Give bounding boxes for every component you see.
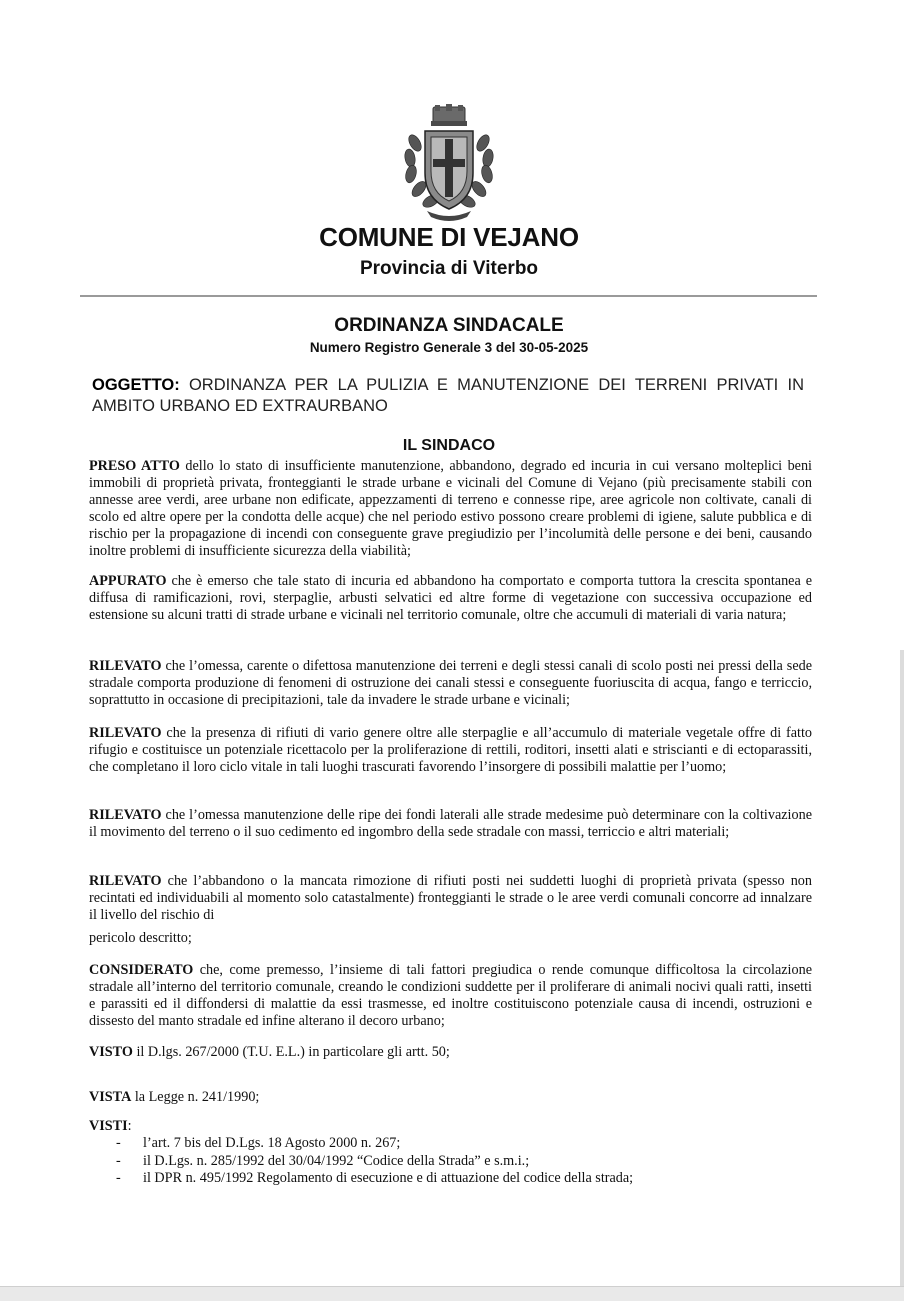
paragraph-visto xyxy=(89,1044,812,1061)
sindaco-heading: IL SINDACO xyxy=(402,437,496,454)
paragraph-rilevato-4 xyxy=(89,873,812,924)
registro-number: Numero Registro Generale 3 del 30-05-2025 xyxy=(309,340,589,355)
paragraph-visti xyxy=(89,1118,812,1135)
list-item-text: il DPR n. 495/1992 Regolamento di esecuzione e di attuazione del codice della strada; xyxy=(143,1170,634,1186)
paragraph-lead: VISTO xyxy=(89,1044,133,1060)
paragraph-text: il D.lgs. 267/2000 (T.U. E.L.) in particolare gli artt. 50; xyxy=(136,1044,450,1060)
paragraph-lead: RILEVATO xyxy=(89,807,162,823)
paragraph-vista xyxy=(89,1089,812,1106)
list-item-text: l’art. 7 bis del D.Lgs. 18 Agosto 2000 n. 267; xyxy=(143,1135,401,1151)
paragraph-rilevato-3 xyxy=(89,807,812,841)
paragraph-text: che è emerso che tale stato di incuria ed abbandono ha comportato e comporta tuttora la crescita spontanea e diffusa di ramificazioni, rovi, sterpaglie, arbusti selvatici ed altre forme di vegetazione con successiva occupazione ed estensione su alcuni tratti di strade urbane e vicinali nel territorio comunale, oltre che accumuli di materiali di varia natura; xyxy=(89,573,812,623)
paragraph-text: che l’omessa manutenzione delle ripe dei fondi laterali alle strade medesime può determinare con la coltivazione il movimento del terreno o il suo cedimento ed ingombro della sede stradale con massi, terriccio e altri materiali; xyxy=(89,807,812,840)
provincia-subtitle: Provincia di Viterbo xyxy=(359,258,539,279)
paragraph-text: che l’abbandono o la mancata rimozione di rifiuti posti nei suddetti luoghi di proprietà privata (spesso non recintati ed individuabili al momento solo catastalmente) fronteggianti le strade o le aree verdi comunali concorre ad innalzare il livello del rischio di xyxy=(89,873,812,923)
header-divider xyxy=(80,295,817,297)
comune-title: COMUNE DI VEJANO xyxy=(319,222,579,252)
list-item xyxy=(89,1170,812,1188)
coat-of-arms-icon xyxy=(401,103,497,223)
paragraph-text: che l’omessa, carente o difettosa manutenzione dei terreni e degli stessi canali di scolo posti nei pressi della sede stradale comporta produzione di fenomeni di ostruzione dei canali stessi e conseguente fuoriuscita di acqua, fango e terriccio, soprattutto in occasione di precipitazioni, tale da invadere le strade urbane e vicinali; xyxy=(89,658,813,708)
page-edge xyxy=(900,650,904,1290)
paragraph-lead: RILEVATO xyxy=(89,725,162,741)
paragraph-text: la Legge n. 241/1990; xyxy=(134,1089,260,1105)
paragraph-lead: VISTI xyxy=(89,1118,128,1134)
paragraph-preso-atto xyxy=(89,458,812,560)
paragraph-text: pericolo descritto; xyxy=(89,930,192,946)
paragraph-lead: RILEVATO xyxy=(89,658,162,674)
paragraph-lead: CONSIDERATO xyxy=(89,962,194,978)
paragraph-continuation xyxy=(89,930,812,947)
list-marker: - xyxy=(116,1135,121,1151)
list-item xyxy=(89,1135,812,1153)
visti-list xyxy=(89,1135,812,1188)
oggetto-text: ORDINANZA PER LA PULIZIA E MANUTENZIONE DEI TERRENI PRIVATI IN AMBITO URBANO ED EXTRAURBANO xyxy=(92,376,804,415)
paragraph-lead: RILEVATO xyxy=(89,873,162,889)
list-item-text: il D.Lgs. n. 285/1992 del 30/04/1992 “Codice della Strada” e s.m.i.; xyxy=(143,1152,530,1169)
paragraph-text: che, come premesso, l’insieme di tali fattori pregiudica o rende comunque difficoltosa la circolazione stradale all’interno del territorio comunale, creando le condizioni suddette per il proliferare di animali nocivi quali ratti, insetti e parassiti ed il diffondersi di malattie da essi trasmesse, ed inoltre costituiscono potenziale causa di incendi, ostruzioni e dissesto del manto stradale ed infine alterano il decoro urbano; xyxy=(89,962,812,1029)
paragraph-considerato xyxy=(89,962,812,1030)
list-marker: - xyxy=(116,1152,121,1169)
paragraph-text: dello lo stato di insufficiente manutenzione, abbandono, degrado ed incuria in cui versano molteplici beni immobili di proprietà privata, fronteggianti le strade urbane e vicinali del Comune di Vejano (più precisamente stabili con annesse aree verdi, aree urbane non edificate, appezzamenti di terreno e connesse ripe, aree agricole non coltivate, canali di scolo ed altre opere per la condotta delle acque) che nel periodo estivo possono creare problemi di igiene, salute pubblica e di rischio per la propagazione di incendi con conseguente grave pregiudizio per l’incolumità delle persone e dei beni, causando inoltre problemi di insufficiente sicurezza della viabilità; xyxy=(89,458,812,559)
paragraph-lead: APPURATO xyxy=(89,573,167,589)
paragraph-rilevato-1 xyxy=(89,658,812,709)
paragraph-lead: VISTA xyxy=(89,1089,132,1105)
list-marker: - xyxy=(116,1170,121,1186)
paragraph-text: : xyxy=(127,1118,132,1134)
paragraph-appurato xyxy=(89,573,812,624)
oggetto-label: OGGETTO: xyxy=(92,376,180,394)
ordinanza-title: ORDINANZA SINDACALE xyxy=(334,315,564,336)
list-item xyxy=(89,1153,812,1171)
paragraph-lead: PRESO ATTO xyxy=(89,458,180,474)
oggetto-block xyxy=(92,375,804,417)
paragraph-rilevato-2 xyxy=(89,725,812,776)
paragraph-text: che la presenza di rifiuti di vario genere oltre alle sterpaglie e all’accumulo di materiale vegetale offre di fatto rifugio e costituisce un potenziale ricettacolo per la proliferazione di rettili, roditori, insetti alati e striscianti e di ectoparassiti, che completano il loro ciclo vitale in tali luoghi trascurati favorendo l’insorgere di possibili malattie per l’uomo; xyxy=(89,725,812,775)
page-bottom-edge xyxy=(0,1286,904,1301)
